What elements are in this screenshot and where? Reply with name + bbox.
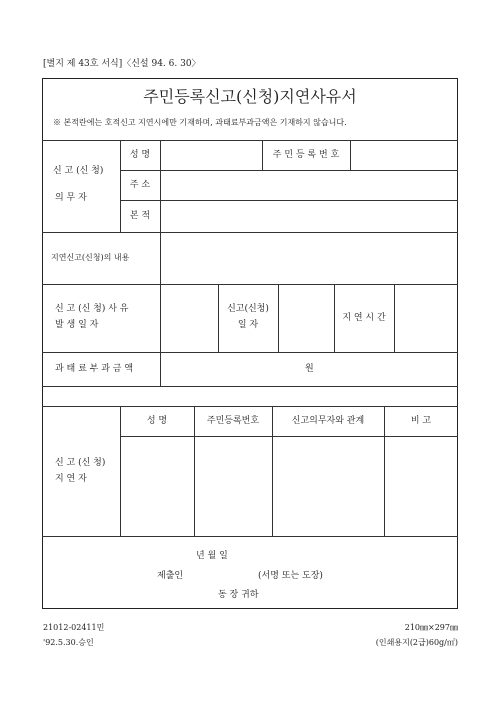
notice-text: ※ 본적란에는 호적신고 지연시에만 기재하며, 과태료부과금액은 기재하지 않습니다. (53, 118, 347, 127)
delay-content-label: 지연신고(신청)의 내용 (51, 253, 130, 262)
filing-date-label-2: 일 자 (237, 320, 259, 330)
line-v-reason-2 (218, 284, 219, 352)
fine-amount-field[interactable] (161, 353, 301, 385)
filing-date-field[interactable] (279, 285, 333, 351)
fine-label: 과 태 료 부 과 금 액 (55, 364, 134, 374)
form-title: 주민등록신고(신청)지연사유서 (143, 87, 357, 106)
col-note-header: 비 고 (410, 416, 432, 426)
delay-content-field[interactable] (161, 233, 457, 283)
delayer-label-2: 지 연 자 (55, 474, 87, 484)
delay-time-label: 지 연 시 간 (342, 313, 386, 323)
obligor-origin-field[interactable] (161, 201, 457, 231)
form-reference: [별지 제 43호 서식]〈신설 94. 6. 30〉 (43, 59, 201, 69)
obligor-name-field[interactable] (161, 141, 261, 169)
delayer-name-field[interactable] (121, 437, 193, 535)
paper-size: 210㎜×297㎜ (404, 623, 458, 632)
filing-date-label-1: 신고(신청) (227, 304, 269, 314)
sign-label: (서명 또는 도장) (258, 571, 323, 581)
origin-label: 본 적 (129, 211, 151, 221)
col-name-header: 성 명 (146, 416, 168, 426)
delay-time-field[interactable] (395, 285, 457, 351)
col-relation-header: 신고의무자와 관계 (291, 416, 365, 426)
form-code: 21012-02411민 (43, 623, 105, 632)
line-h7 (42, 386, 458, 387)
reg-no-label: 주 민 등 록 번 호 (272, 150, 340, 160)
delayer-note-field[interactable] (385, 437, 457, 535)
obligor-address-field[interactable] (161, 171, 457, 199)
paper-spec: (인쇄용지(2급)60g/㎡) (375, 638, 458, 647)
fine-unit: 원 (305, 364, 314, 374)
addressee: 동 장 귀하 (218, 590, 259, 600)
delayer-label-1: 신 고 (신 청) (55, 458, 106, 468)
submitter-label: 제출인 (157, 571, 184, 581)
name-label: 성 명 (129, 150, 151, 160)
delayer-relation-field[interactable] (273, 437, 383, 535)
obligor-label-2: 의 무 자 (55, 193, 87, 203)
reason-label-2: 발 생 일 자 (55, 320, 99, 330)
reason-label-1: 신 고 (신 청) 사 유 (55, 304, 129, 314)
obligor-reg-no-field[interactable] (351, 141, 457, 169)
address-label: 주 소 (129, 180, 151, 190)
approval-note: '92.5.30.승인 (43, 638, 94, 647)
obligor-label-1: 신 고 (신 청) (53, 166, 104, 176)
delayer-reg-no-field[interactable] (195, 437, 271, 535)
line-h10 (42, 536, 458, 537)
line-h8 (42, 406, 458, 407)
col-reg-no-header: 주민등록번호 (206, 416, 260, 426)
date-line: 년 월 일 (196, 551, 228, 561)
reason-date-field[interactable] (161, 285, 217, 351)
submitter-field[interactable] (190, 566, 254, 582)
